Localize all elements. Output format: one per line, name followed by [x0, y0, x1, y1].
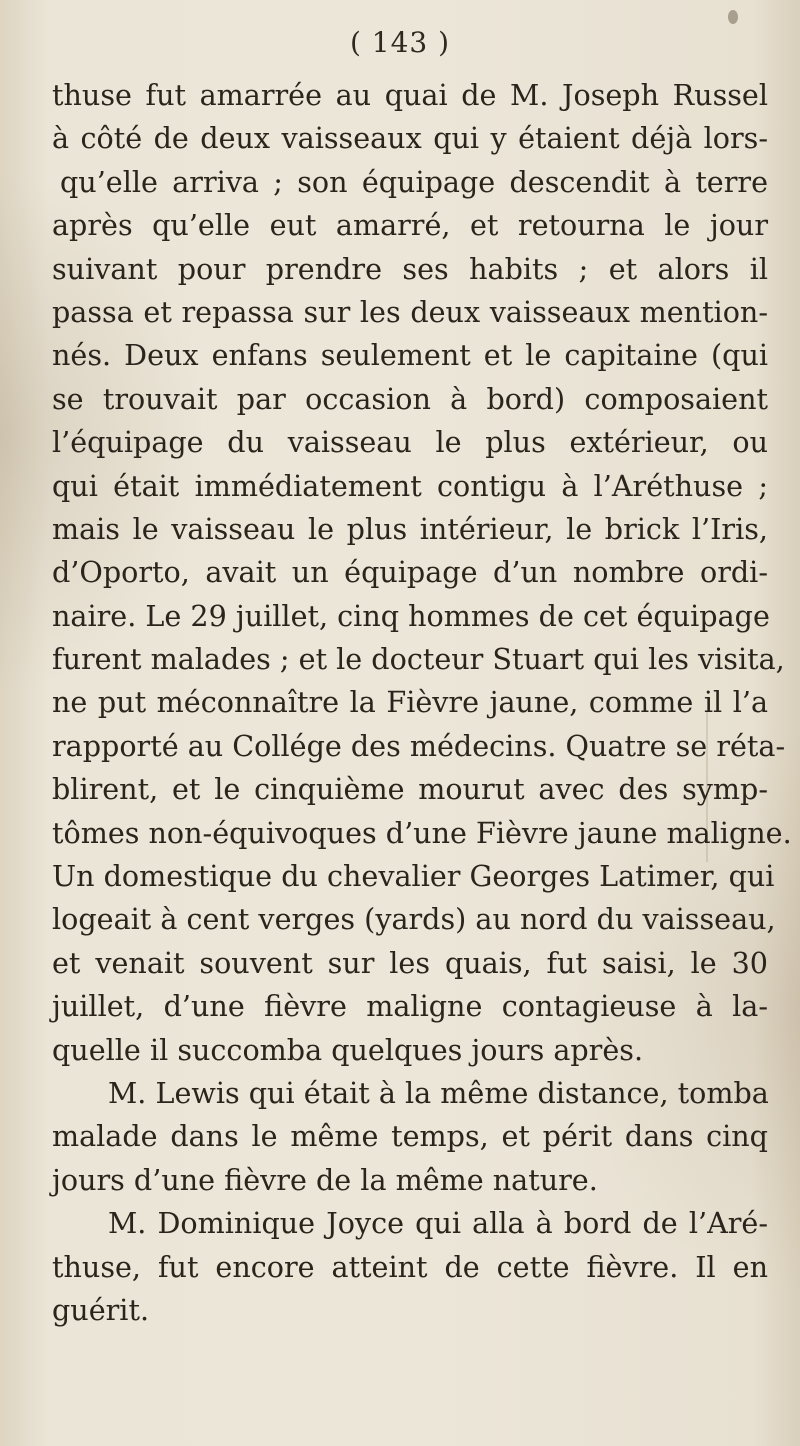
text-line: l’équipage du vaisseau le plus extérieur, ou — [52, 425, 768, 460]
text-line: jours d’une fièvre de la même nature. — [52, 1162, 598, 1197]
text-line: thuse fut amarrée au quai de M. Joseph Russel — [52, 78, 768, 112]
text-line: passa et repassa sur les deux vaisseaux mention- — [52, 294, 768, 329]
text-line: furent malades ; et le docteur Stuart qui les visita, — [52, 642, 785, 677]
text-line: quelle il succomba quelques jours après. — [52, 1032, 644, 1067]
ink-spot — [728, 10, 738, 24]
text-line: après qu’elle eut amarré, et retourna le jour — [52, 208, 768, 243]
text-line: blirent, et le cinquième mourut avec des symp- — [52, 772, 768, 807]
text-line: ne put méconnaître la Fièvre jaune, comme il l’a — [52, 685, 768, 720]
text-line: d’Oporto, avait un équipage d’un nombre ordi- — [52, 555, 768, 590]
text-line: suivant pour prendre ses habits ; et alors il — [52, 251, 768, 286]
text-line: guérit. — [52, 1292, 150, 1327]
text-line: Un domestique du chevalier Georges Latimer, qui — [52, 859, 775, 894]
text-line: se trouvait par occasion à bord) composaient — [52, 381, 768, 416]
text-line: thuse, fut encore atteint de cette fièvre. Il en — [52, 1249, 768, 1284]
text-line: à côté de deux vaisseaux qui y étaient déjà lors- — [52, 121, 768, 156]
text-line: rapporté au Collége des médecins. Quatre se réta- — [52, 728, 786, 763]
text-line: qui était immédiatement contigu à l’Aréthuse ; — [52, 468, 768, 503]
text-line: mais le vaisseau le plus intérieur, le brick l’Iris, — [52, 511, 768, 546]
text-line: nés. Deux enfans seulement et le capitaine (qui — [52, 338, 768, 373]
text-line: M. Dominique Joyce qui alla à bord de l’Aré- — [108, 1206, 768, 1241]
text-line: M. Lewis qui était à la même distance, tomba — [108, 1075, 769, 1110]
text-line: tômes non-équivoques d’une Fièvre jaune maligne. — [52, 815, 792, 850]
text-line: qu’elle arriva ; son équipage descendit à terre — [60, 164, 768, 199]
text-line: et venait souvent sur les quais, fut saisi, le 30 — [52, 945, 768, 980]
body-text — [52, 74, 792, 1332]
page-number: ( 143 ) — [349, 26, 451, 59]
text-line: malade dans le même temps, et périt dans cinq — [52, 1119, 768, 1154]
text-line: logeait à cent verges (yards) au nord du vaisseau, — [52, 902, 776, 937]
text-line: juillet, d’une fièvre maligne contagieuse à la- — [52, 989, 768, 1024]
text-line: naire. Le 29 juillet, cinq hommes de cet équipage — [52, 598, 770, 633]
